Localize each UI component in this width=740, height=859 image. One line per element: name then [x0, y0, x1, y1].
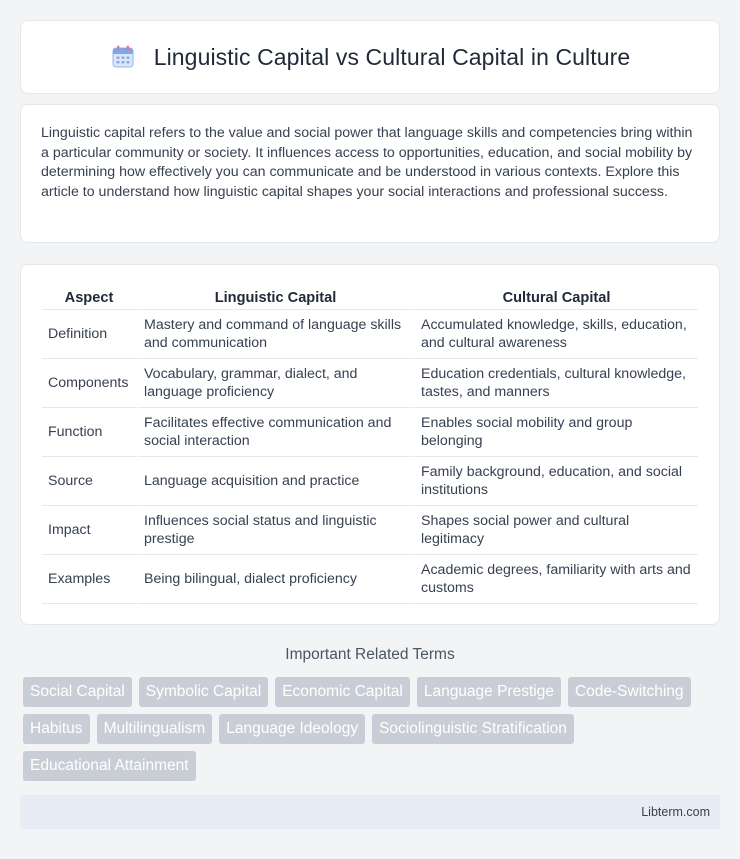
- cell-linguistic: Language acquisition and practice: [136, 457, 413, 506]
- cell-linguistic: Vocabulary, grammar, dialect, and language proficiency: [136, 359, 413, 408]
- tag-symbolic-capital[interactable]: Symbolic Capital: [139, 677, 268, 707]
- table-row: [42, 359, 698, 408]
- header-linguistic-capital: Linguistic Capital: [136, 286, 413, 310]
- comparison-card: [20, 264, 720, 625]
- cell-aspect: Source: [42, 457, 136, 506]
- cell-cultural: Shapes social power and cultural legitimacy: [413, 506, 698, 555]
- related-terms-heading: Important Related Terms: [285, 646, 455, 663]
- header-aspect: Aspect: [42, 286, 136, 310]
- cell-cultural: Family background, education, and social institutions: [413, 457, 698, 506]
- intro-text: Linguistic capital refers to the value and social power that language skills and competencies bring within a particular community or society. It influences access to opportunities, education, and social mobility by determining how effectively you can communicate and be understood in various contexts. Explore this article to understand how linguistic capital shapes your social interactions and professional success.: [41, 125, 693, 200]
- cell-linguistic: Mastery and command of language skills and communication: [136, 310, 413, 359]
- table-row: [42, 555, 698, 604]
- footer-brand[interactable]: Libterm.com: [641, 805, 710, 819]
- cell-linguistic: Influences social status and linguistic prestige: [136, 506, 413, 555]
- table-row: [42, 457, 698, 506]
- tag-habitus[interactable]: Habitus: [23, 714, 90, 744]
- tag-social-capital[interactable]: Social Capital: [23, 677, 132, 707]
- table-row: [42, 408, 698, 457]
- related-terms-list: [20, 677, 720, 781]
- table-header-row: [42, 286, 698, 310]
- title-card: [20, 20, 720, 94]
- footer: [20, 795, 720, 829]
- cell-cultural: Accumulated knowledge, skills, education, and cultural awareness: [413, 310, 698, 359]
- cell-cultural: Education credentials, cultural knowledge, tastes, and manners: [413, 359, 698, 408]
- table-row: [42, 310, 698, 359]
- tag-language-ideology[interactable]: Language Ideology: [219, 714, 365, 744]
- tag-economic-capital[interactable]: Economic Capital: [275, 677, 410, 707]
- cell-linguistic: Facilitates effective communication and social interaction: [136, 408, 413, 457]
- calendar-icon: [110, 44, 136, 70]
- cell-cultural: Enables social mobility and group belonging: [413, 408, 698, 457]
- cell-linguistic: Being bilingual, dialect proficiency: [136, 555, 413, 604]
- tag-educational-attainment[interactable]: Educational Attainment: [23, 751, 196, 781]
- cell-aspect: Examples: [42, 555, 136, 604]
- intro-card: [20, 104, 720, 243]
- cell-aspect: Components: [42, 359, 136, 408]
- tag-sociolinguistic-stratification[interactable]: Sociolinguistic Stratification: [372, 714, 574, 744]
- cell-aspect: Function: [42, 408, 136, 457]
- table-row: [42, 506, 698, 555]
- comparison-table: [42, 286, 698, 604]
- cell-cultural: Academic degrees, familiarity with arts and customs: [413, 555, 698, 604]
- page-title: Linguistic Capital vs Cultural Capital in Culture: [153, 43, 631, 70]
- cell-aspect: Impact: [42, 506, 136, 555]
- tag-multilingualism[interactable]: Multilingualism: [97, 714, 213, 744]
- tag-code-switching[interactable]: Code-Switching: [568, 677, 691, 707]
- cell-aspect: Definition: [42, 310, 136, 359]
- header-cultural-capital: Cultural Capital: [413, 286, 698, 310]
- tag-language-prestige[interactable]: Language Prestige: [417, 677, 561, 707]
